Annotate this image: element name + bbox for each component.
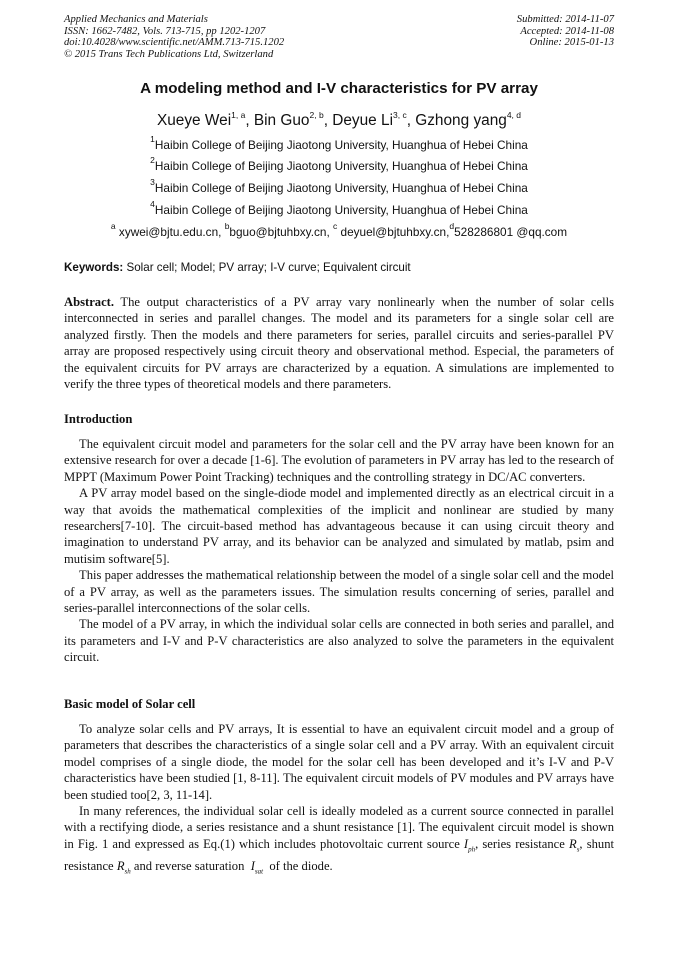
basic-model-body	[64, 721, 614, 880]
journal-issn: ISSN: 1662-7482, Vols. 713-715, pp 1202-1207	[64, 25, 266, 37]
paragraph: The model of a PV array, in which the individual solar cells are connected in both series and parallel, and its parameters and I-V and P-V characteristics are also analyzed to solve the parameters in the equivalent circuit.	[64, 617, 614, 665]
affiliation-4: $^4$Haibin College of Beijing Jiaotong University, Huanghua of Hebei China	[150, 199, 528, 217]
symbol-isat: $I_{sat}$	[250, 858, 264, 876]
abstract	[64, 294, 614, 392]
introduction-body	[64, 436, 614, 666]
journal-copyright: © 2015 Trans Tech Publications Ltd, Switzerland	[64, 48, 274, 60]
email-link[interactable]: xywei@bjtu.edu.cn,	[115, 225, 225, 239]
symbol-iph: $I_{ph}$	[463, 836, 476, 854]
journal-header-right	[517, 14, 614, 49]
affiliation-2: $^2$Haibin College of Beijing Jiaotong University, Huanghua of Hebei China	[150, 155, 528, 173]
section-heading-basic-model: Basic model of Solar cell	[64, 697, 196, 711]
journal-doi: doi:10.4028/www.scientific.net/AMM.713-715.1202	[64, 37, 285, 49]
author: Bin Guo$^{2, b}$,	[253, 110, 333, 129]
email-link[interactable]: bguo@bjtuhbxy.cn,	[229, 225, 333, 239]
paragraph: To analyze solar cells and PV arrays, It is essential to have an equivalent circuit model and a group of parameters that describes the characteristics of a single solar cell and a PV array. With an equivalent circuit model comprises of a single diode, the model for the solar cell has been developed and it’s I-V and P-V characteristics have been studied [1, 8-11]. The equivalent circuit models of PV modules and PV arrays have been studied too[2, 3, 11-14].	[64, 722, 614, 802]
paragraph: In many references, the individual solar cell is ideally modeled as a current source connected in parallel with a rectifying diode, a series resistance and a shunt resistance [1]. The equivalent circuit model is shown in Fig. 1 and expressed as Eq.(1) which includes photovoltaic current source $I_{ph}$, series resistance $R_s$, shunt resistance $R_{sh}$ and reverse saturation $I_{sat}$ of the diode.	[64, 804, 614, 876]
affiliation-3: $^3$Haibin College of Beijing Jiaotong University, Huanghua of Hebei China	[150, 177, 528, 195]
author: Deyue Li$^{3, c}$,	[332, 110, 416, 129]
keywords	[64, 261, 614, 274]
paragraph: A PV array model based on the single-diode model and implemented directly as an electrical circuit in a way that avoids the mathematical complexities of the implicit and nonlinear are studied by many researchers[7-10]. The circuit-based method has advantageous because it can using circuit theory and imagination to understand PV array, and its behavior can be analyzed and simulated by matlab, psim and mutisim software[5].	[64, 486, 614, 566]
submitted-date: Submitted: 2014-11-07	[516, 14, 614, 25]
symbol-rsh: $R_{sh}$	[116, 858, 131, 876]
paper-title: A modeling method and I-V characteristics for PV array	[140, 80, 538, 97]
keywords-label: Keywords:	[64, 261, 124, 274]
email-link[interactable]: deyuel@bjtuhbxy.cn,	[337, 225, 450, 239]
author: Gzhong yang$^{4, d}$	[415, 110, 522, 129]
symbol-rs: $R_s$	[568, 836, 580, 854]
journal-header-left	[64, 14, 284, 60]
journal-name: Applied Mechanics and Materials	[64, 14, 208, 25]
email-link[interactable]: 528286801 @qq.com	[454, 225, 568, 239]
abstract-label: Abstract.	[64, 295, 115, 309]
keywords-text: Solar cell; Model; PV array; I-V curve; Equivalent circuit	[123, 261, 411, 274]
author-emails: $^a$ xywei@bjtu.edu.cn, $^b$bguo@bjtuhbxy.cn, $^c$ deyuel@bjtuhbxy.cn,$^d$528286801 @qq.com	[110, 221, 568, 239]
abstract-text: The output characteristics of a PV array vary nonlinearly when the number of solar cells interconnected in series and parallel changes. The model and its parameters for a single solar cell are analyzed firstly. Then the models and there parameters for series, parallel circuits and series-parallel PV array are proposed respectively using circuit theory and observational method. Especial, the parameters of the equivalent circuits for PV arrays are characterized by a equation. A simulations are implemented to verify the three types of theoretical models and there parameters.	[64, 295, 614, 392]
paragraph: The equivalent circuit model and parameters for the solar cell and the PV array have been known for an extensive research for over a decade [1-6]. The evolution of parameters in PV array has led to the research of MPPT (Maximum Power Point Tracking) techniques and the controlling strategy in DC/AC converters.	[64, 437, 614, 484]
author: Xueye Wei$^{1, a}$,	[156, 110, 254, 129]
online-date: Online: 2015-01-13	[529, 37, 614, 49]
accepted-date: Accepted: 2014-11-08	[520, 25, 614, 37]
author-list	[0, 112, 678, 130]
affiliation-1: $^1$Haibin College of Beijing Jiaotong University, Huanghua of Hebei China	[150, 134, 528, 152]
paragraph: This paper addresses the mathematical relationship between the model of a single solar cell and the model of a PV array, as well as the parameters issues. The simulation results concerning of series, parallel and series-parallel interconnections of the solar cells.	[64, 568, 614, 616]
section-heading-introduction: Introduction	[64, 412, 133, 426]
